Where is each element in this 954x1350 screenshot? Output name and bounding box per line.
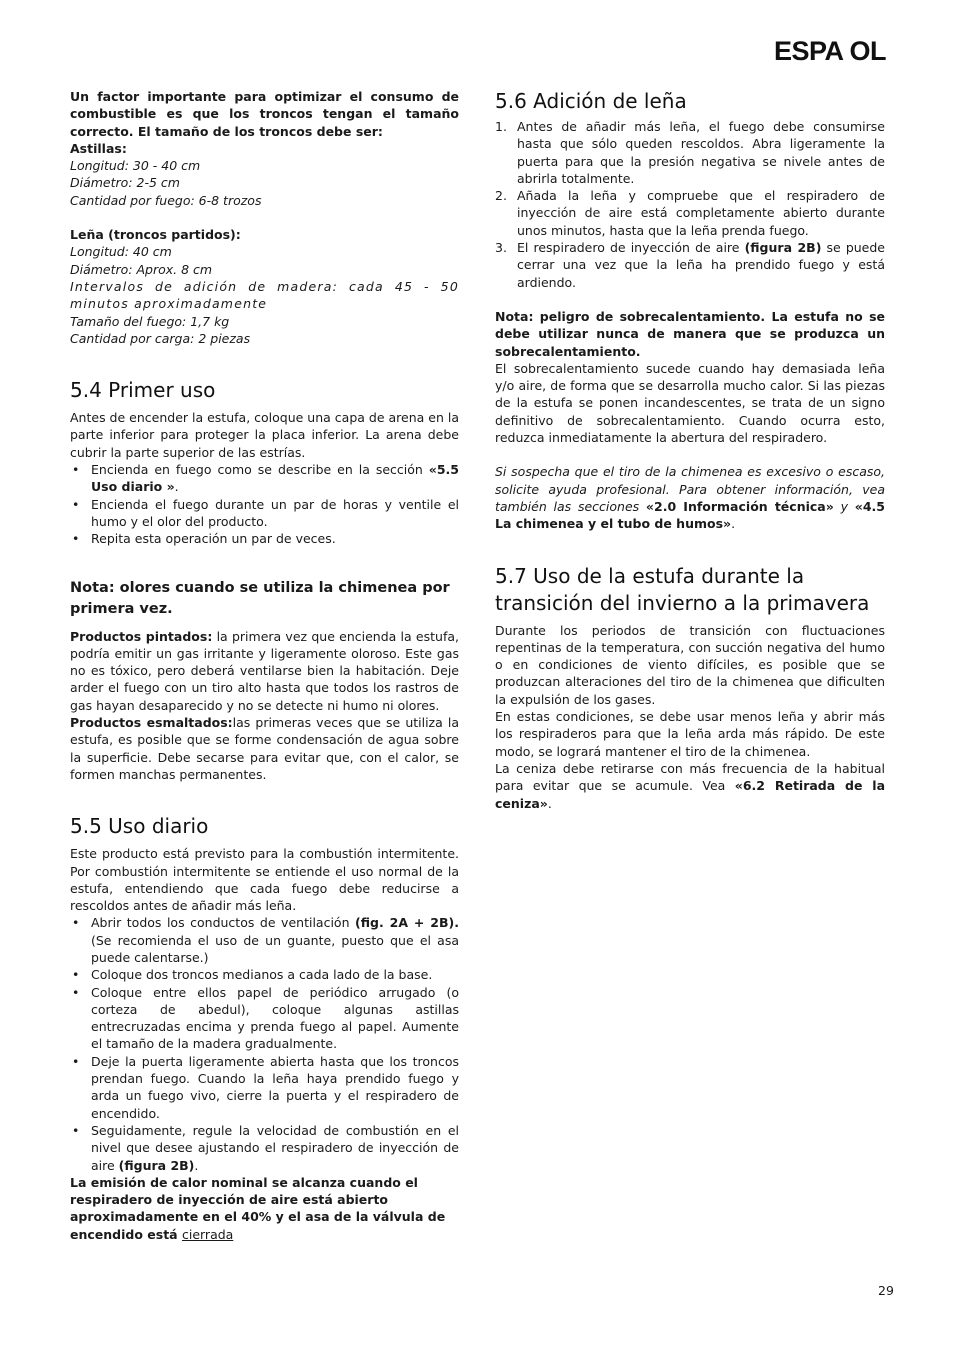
nominal-heat-paragraph: La emisión de calor nominal se alcanza cuando el respiradero de inyección de aire está abierto aproximadamente en el 40% y el asa de la válvula de encendido está cierrada (70, 1174, 446, 1242)
section-5-4-body: Antes de encender la estufa, coloque una capa de arena en la parte inferior para proteger la placa inferior. La arena debe cubrir la parte superior de las estrías. (70, 410, 459, 460)
section-5-7-paragraph-2: En estas condiciones, se debe usar menos leña y abrir más los respiraderos para que la leña arda más rápido. De este modo, se logrará mantener el tiro de la chimenea. (495, 709, 885, 759)
section-5-6-heading: 5.6 Adición de leña (495, 89, 687, 113)
list-item: 1. Antes de añadir más leña, el fuego debe consumirse hasta que sólo queden rescoldos. Abra ligeramente la puerta para que la presión negativa se nivele antes de abrirla totalmente. (495, 119, 885, 186)
lena-diameter: Diámetro: Aprox. 8 cm (70, 261, 213, 277)
lena-quantity: Cantidad por carga: 2 piezas (70, 330, 251, 346)
section-5-7-paragraph-1: Durante los periodos de transición con fluctuaciones repentinas de la temperatura, con succión negativa del humo o en condiciones de viento difíciles, es posible que se produzcan alteraciones del tiro de la chimenea que dificulten la expulsión de los gases. (495, 622, 885, 707)
overheating-body: El sobrecalentamiento sucede cuando hay demasiada leña y/o aire, de forma que se desarrolla mucho calor. Si las piezas de la estufa se ponen incandescentes, se trata de un signo definitivo de sobrecalentamiento. Cuando ocurra esto, reduzca inmediatamente la abertura del respiradero. (495, 360, 885, 446)
section-5-5-body: Este producto está previsto para la combustión intermitente. Por combustión intermitente se entiende el uso normal de la estufa, entendiendo que cada fuego debe reducirse a rescoldos antes de añadir más leña. (70, 846, 459, 914)
list-item: • Abrir todos los conductos de ventilación (fig. 2A + 2B). (Se recomienda el uso de un guante, puesto que el asa puede calentarse.) (70, 914, 459, 966)
right-column (495, 88, 885, 812)
painted-products-paragraph: Productos pintados: la primera vez que encienda la estufa, podría emitir un gas irritante y ligeramente oloroso. Este gas no es tóxico, pero deberá ventilarse bien la habitación. Deje arder el fuego con un tiro alto hasta que todos los rastros de gas hayan desaparecido y no se detecte ni humo ni olores. (70, 628, 459, 713)
list-item: • Coloque entre ellos papel de periódico arrugado (o corteza de abedul), coloque algunas astillas entrecruzadas encima y prenda fuego al papel. Aumente el tamaño de la madera gradualmente. (70, 984, 459, 1053)
section-reference: «5.5 Uso diario » (91, 462, 459, 495)
list-item: • Encienda en fuego como se describe en la sección «5.5 Uso diario ». (70, 461, 459, 496)
list-item: 2. Añada la leña y compruebe que el respiradero de inyección de aire está completamente abierto durante unos minutos, hasta que la leña prenda fuego. (495, 188, 885, 238)
section-reference: «4.5 La chimenea y el tubo de humos» (495, 498, 885, 532)
list-item: • Coloque dos troncos medianos a cada lado de la base. (70, 966, 459, 983)
section-5-7-paragraph-3: La ceniza debe retirarse con más frecuencia de la habitual para evitar que se acumule. Vea «6.2 Retirada de la ceniza». (495, 760, 885, 811)
draft-advice-paragraph: Si sospecha que el tiro de la chimenea es excesivo o escaso, solicite ayuda profesional. Para obtener información, vea también las secciones «2.0 Información técnica» y «4.5 La chimenea y el tubo de humos». (495, 464, 885, 532)
figure-reference: (figura 2B) (744, 240, 822, 256)
list-item: • Repita esta operación un par de veces. (70, 530, 459, 547)
section-reference: «6.2 Retirada de la ceniza» (495, 778, 885, 811)
list-item: • Deje la puerta ligeramente abierta hasta que los troncos prendan fuego. Cuando la leña haya prendido fuego y arda un fuego vivo, cierre la puerta y el respiradero de encendido. (70, 1053, 459, 1122)
lena-interval: Intervalos de adición de madera: cada 45 - 50 minutos aproximadamente (70, 278, 459, 312)
section-5-5-list (70, 914, 459, 1173)
list-item: • Seguidamente, regule la velocidad de combustión en el nivel que desee ajustando el respiradero de inyección de aire (figura 2B). (70, 1122, 459, 1174)
astillas-quantity: Cantidad por fuego: 6-8 trozos (70, 192, 262, 208)
section-5-7-heading: 5.7 Uso de la estufa durante la transición del invierno a la primavera (495, 563, 870, 615)
section-5-4-list (70, 461, 459, 547)
astillas-diameter: Diámetro: 2-5 cm (70, 175, 180, 191)
list-item: • Encienda el fuego durante un par de horas y ventile el humo y el olor del producto. (70, 496, 459, 531)
section-5-6-list (495, 118, 885, 291)
list-item: 3. El respiradero de inyección de aire (figura 2B) se puede cerrar una vez que la leña ha prendido fuego y está ardiendo. (495, 240, 885, 290)
intro-paragraph: Un factor importante para optimizar el consumo de combustible es que los troncos tengan el tamaño correcto. El tamaño de los troncos debe ser: (70, 89, 459, 139)
odor-note-heading: Nota: olores cuando se utiliza la chimenea por primera vez. (70, 579, 450, 617)
astillas-length: Longitud: 30 - 40 cm (70, 158, 201, 174)
enamel-products-paragraph: Productos esmaltados:las primeras veces que se utiliza la estufa, es posible que se forme condensación de agua sobre la superficie. Debe secarse para evitar que, con el calor, se formen manchas permanentes. (70, 715, 459, 782)
figure-reference: (figura 2B) (118, 1157, 195, 1173)
lena-length: Longitud: 40 cm (70, 244, 172, 260)
section-reference: «2.0 Información técnica» (645, 498, 834, 514)
astillas-heading: Astillas: (70, 140, 127, 156)
left-column (70, 88, 459, 1243)
section-5-4-heading: 5.4 Primer uso (70, 378, 216, 403)
figure-reference: (fig. 2A + 2B). (355, 915, 459, 931)
page-number: 29 (878, 1283, 894, 1298)
lena-fire-size: Tamaño del fuego: 1,7 kg (70, 313, 230, 329)
overheating-note: Nota: peligro de sobrecalentamiento. La estufa no se debe utilizar nunca de manera que se produzca un sobrecalentamiento. (495, 308, 885, 359)
page-title: ESPA OL (773, 36, 886, 66)
section-5-5-heading: 5.5 Uso diario (70, 814, 209, 839)
lena-heading: Leña (troncos partidos): (70, 227, 241, 243)
